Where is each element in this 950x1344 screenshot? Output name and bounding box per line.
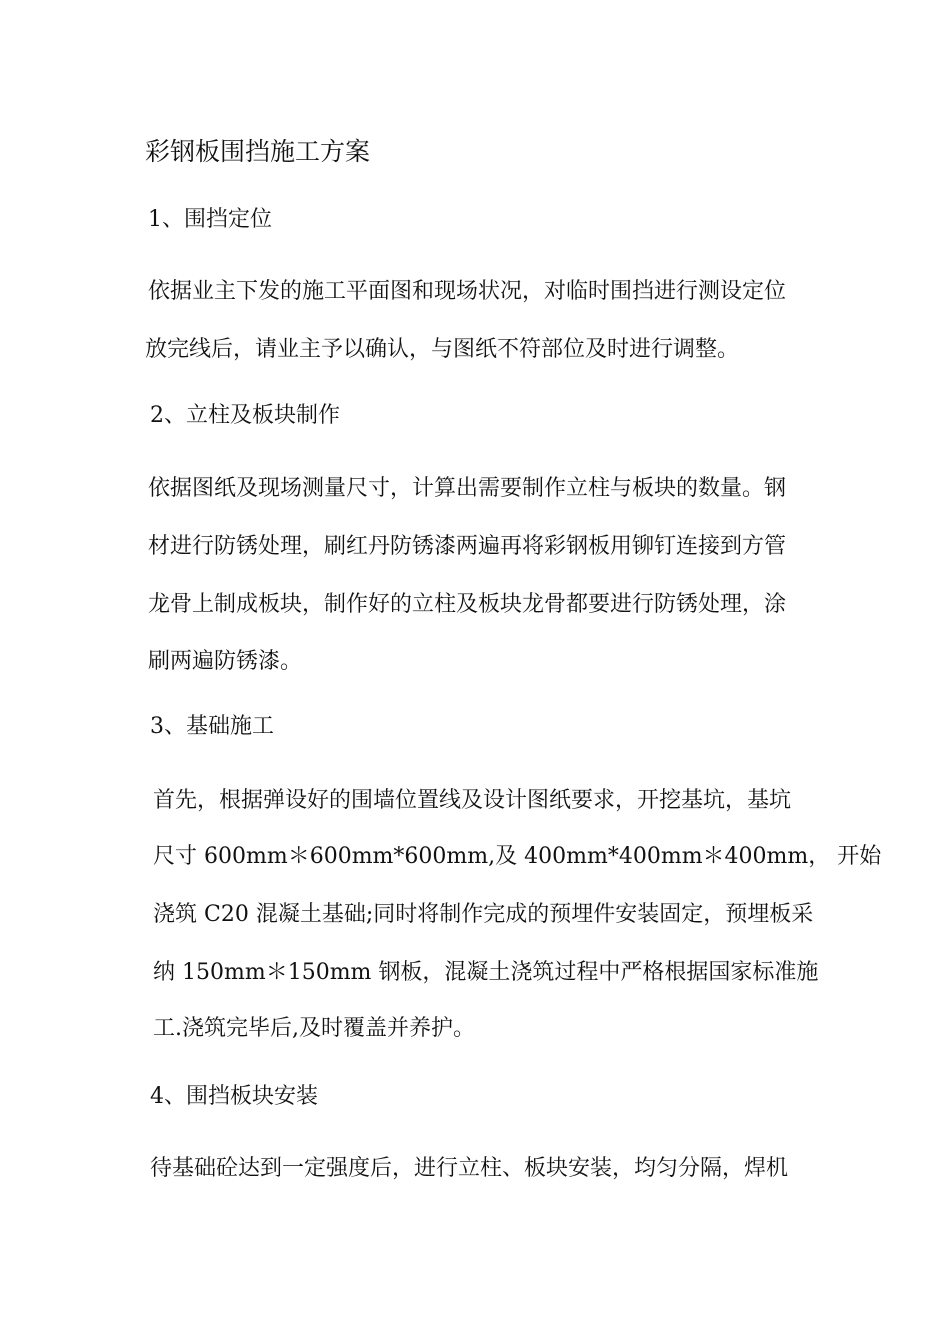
section-heading-column-panel-fabrication: 2、立柱及板块制作 [150,403,340,428]
section-heading-positioning: 1、围挡定位 [148,207,272,232]
paragraph-line: 放完线后，请业主予以确认，与图纸不符部位及时进行调整。 [145,337,740,362]
paragraph-line: 工.浇筑完毕后,及时覆盖并养护。 [153,1016,475,1041]
paragraph-line: 待基础砼达到一定强度后，进行立柱、板块安装，均匀分隔，焊机 [150,1156,789,1181]
document-title: 彩钢板围挡施工方案 [145,137,371,166]
paragraph-line: 龙骨上制成板块，制作好的立柱及板块龙骨都要进行防锈处理，涂 [148,592,787,617]
paragraph-line: 依据图纸及现场测量尺寸，计算出需要制作立柱与板块的数量。钢 [148,476,787,501]
paragraph-line: 依据业主下发的施工平面图和现场状况，对临时围挡进行测设定位 [148,279,787,304]
paragraph-line: 首先，根据弹设好的围墙位置线及设计图纸要求，开挖基坑，基坑 [153,788,792,813]
paragraph-line: 材进行防锈处理，刷红丹防锈漆两遍再将彩钢板用铆钉连接到方管 [148,534,787,559]
paragraph-line: 刷两遍防锈漆。 [148,649,303,674]
paragraph-line: 尺寸 600mm＊600mm*600mm,及 400mm*400mm＊400mm， 开始 [153,844,882,869]
section-heading-panel-installation: 4、围挡板块安装 [150,1084,318,1109]
paragraph-line: 浇筑 C20 混凝土基础;同时将制作完成的预埋件安装固定，预埋板采 [153,902,814,927]
section-heading-foundation: 3、基础施工 [150,714,274,739]
paragraph-line: 纳 150mm＊150mm 钢板，混凝土浇筑过程中严格根据国家标准施 [153,960,819,985]
